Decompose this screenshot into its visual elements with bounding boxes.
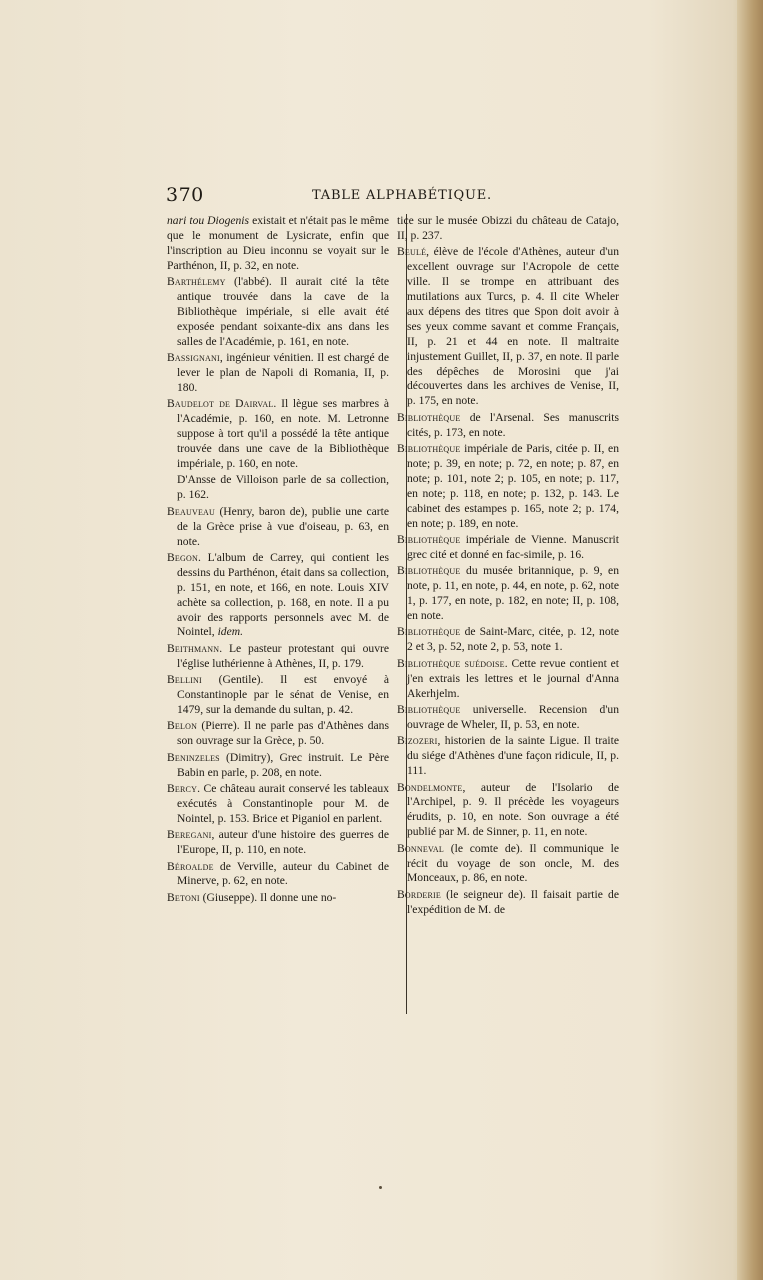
entry-text: . L'album de Carrey, qui contient les dessins du Parthénon, était dans sa collection, p. 151, en note, et 166, en note. Louis XIV achète sa collection, p. 168, en note. Il a pu avoir des rapports personnels avec M. de Nointel, (177, 550, 389, 639)
entry-text: impériale de Vienne. Manuscrit grec cité et donné en fac-simile, p. 16. (407, 533, 619, 561)
index-entry (167, 275, 389, 350)
index-entry (167, 505, 389, 550)
entry-text: , auteur de l'Isolario de l'Archipel, p. 9. Il précède les voyageurs érudits, p. 10, en note. Son ouvrage a été publié par M. de Sinner, p. 11, en note. (407, 780, 619, 839)
entry-headword: Bonneval (397, 841, 444, 855)
index-entry (167, 642, 389, 672)
entry-headword: Beninzeles (167, 750, 220, 764)
index-entry (397, 657, 619, 702)
entry-headword: Béroalde (167, 859, 214, 873)
entry-text: (Pierre). Il ne parle pas d'Athènes dans son ouvrage sur la Grèce, p. 50. (177, 719, 389, 748)
entry-text: , élève de l'école d'Athènes, auteur d'un excellent ouvrage sur l'Acropole de cette ville. Il se trompe en attribuant des mutilations aux Turcs, p. 4. Il cite Wheler aux dépens des titres que Spon doit avoir à ses yeux comme savant et comme Français, II, p. 21 et 44 en note. Il maltraite injustement Guillet, II, p. 37, en note. Il parle des dépêches de Morosini que j'ai découvertes dans les archives de Venise, II, p. 175, en note. (407, 245, 619, 408)
entry-tail: idem. (217, 625, 244, 639)
index-entry (397, 245, 619, 409)
index-entry (167, 397, 389, 472)
index-entry (397, 734, 619, 779)
index-entry (397, 442, 619, 531)
entry-text: , ingénieur vénitien. Il est chargé de lever le plan de Napoli di Romania, II, p. 180. (177, 351, 389, 394)
entry-text: . Cette revue contient et j'en extrais les lettres et le journal d'Anna Akerhjelm. (407, 656, 619, 700)
entry-text: tice sur le musée Obizzi du château de Catajo, II, p. 237. (397, 214, 619, 242)
entry-text: . Il lègue ses marbres à l'Académie, p. 160, en note. M. Letronne suppose à tort qu'il a possédé la tête antique trouvée dans une cave de la Bibliothèque impériale, p. 160, en note. (177, 397, 389, 470)
entry-text: de Verville, auteur du Cabinet de Minerve, p. 62, en note. (177, 859, 389, 888)
index-entry (167, 891, 389, 906)
index-entry (167, 782, 389, 827)
page-number: 370 (166, 184, 204, 206)
entry-headword: Beithmann (167, 641, 220, 655)
index-entry (167, 473, 389, 503)
index-entry (397, 214, 619, 244)
page-edge (737, 0, 763, 1280)
index-entry (167, 719, 389, 749)
index-entry (397, 842, 619, 887)
entry-headword: Betoni (167, 890, 200, 904)
entry-headword: Beauveau (167, 504, 215, 518)
entry-lead: nari tou Diogenis (167, 214, 250, 227)
index-entry (397, 781, 619, 841)
entry-headword: Beregani (167, 828, 212, 842)
index-entry (167, 860, 389, 890)
entry-text: . Le pasteur protestant qui ouvre l'église luthérienne à Athènes, II, p. 179. (177, 641, 389, 670)
entry-headword: Bibliothèque (397, 533, 461, 547)
index-entry (167, 751, 389, 781)
index-entry (397, 533, 619, 563)
entry-text: (Gentile). Il est envoyé à Constantinople par le sénat de Venise, en 1479, sur la demande du sultan, p. 42. (177, 673, 389, 716)
entry-headword: Bondelmonte (397, 780, 463, 794)
page-header (166, 184, 621, 208)
entry-text: , historien de la sainte Ligue. Il traite du siége d'Athènes d'une façon ridicule, II, p. 111. (407, 734, 619, 778)
running-title: TABLE ALPHABÉTIQUE. (312, 188, 492, 203)
entry-headword: Belon (167, 719, 198, 733)
ink-speck (379, 1186, 382, 1189)
entry-text: impériale de Paris, citée p. II, en note; p. 39, en note; p. 72, en note; p. 87, en note; p. 101, note 2; p. 105, en note; p. 117, en note; p. 118, en note; p. 132, p. 143. Le cabinet des estampes p. 165, note 2; p. 174, en note; p. 189, en note. (407, 442, 619, 530)
entry-headword: Borderie (397, 887, 441, 901)
entry-headword: Bibliothèque suédoise (397, 656, 505, 670)
entry-headword: Bellini (167, 673, 202, 687)
index-entry (397, 625, 619, 655)
right-column (397, 214, 619, 919)
index-entry (397, 564, 619, 624)
entry-text: universelle. Recension d'un ouvrage de Wheler, II, p. 53, en note. (407, 703, 619, 731)
entry-headword: Baudelot de Dairval (167, 397, 274, 411)
entry-headword: Bibliothèque (397, 703, 461, 716)
entry-text: de l'Arsenal. Ses manuscrits cités, p. 173, en note. (407, 410, 619, 439)
entry-headword: Bassignani (167, 351, 220, 365)
entry-headword: Bibliothèque (397, 442, 461, 456)
entry-headword: Bibliothèque (397, 564, 461, 578)
index-entry (167, 214, 389, 274)
entry-text: (Henry, baron de), publie une carte de la Grèce prise à vue d'oiseau, p. 63, en note. (177, 504, 389, 548)
left-column (167, 214, 389, 907)
index-entry (397, 888, 619, 918)
entry-text: D'Ansse de Villoison parle de sa collection, p. 162. (177, 473, 389, 502)
entry-text: , auteur d'une histoire des guerres de l'Europe, II, p. 110, en note. (177, 828, 389, 857)
index-entry (397, 411, 619, 441)
entry-text: (le seigneur de). Il faisait partie de l'expédition de M. de (407, 887, 619, 916)
entry-text: (le comte de). Il communique le récit du voyage de son oncle, M. des Monceaux, p. 86, en note. (407, 841, 619, 885)
entry-headword: Bizozeri (397, 734, 438, 748)
entry-headword: Barthélemy (167, 275, 226, 289)
entry-text: (l'abbé). Il aurait cité la tête antique trouvée dans la cave de la Bibliothèque impériale, si elle avait été exposée pendant soixante-dix ans dans les salles de l'Académie, p. 161, en note. (177, 275, 389, 348)
entry-headword: Bibliothèque (397, 410, 461, 424)
index-entry (167, 351, 389, 396)
entry-text: de Saint-Marc, citée, p. 12, note 2 et 3, p. 52, note 2, p. 53, note 1. (407, 625, 619, 654)
entry-headword: Begon (167, 550, 198, 564)
entry-headword: Beulé (397, 245, 427, 259)
entry-text: existait et n'était pas le même que le monument de Lysicrate, enfin que l'inscription au Dieu inconnu se voyait sur le Parthénon, II, p. 32, en note. (167, 214, 389, 272)
index-entry (167, 673, 389, 718)
entry-text: du musée britannique, p. 9, en note, p. 11, en note, p. 44, en note, p. 62, note 1, p. 177, en note, p. 182, en note; II, p. 108, en note. (407, 564, 619, 623)
entry-text: (Dimitry), Grec instruit. Le Père Babin en parle, p. 208, en note. (177, 750, 389, 779)
index-entry (397, 703, 619, 733)
entry-headword: Bibliothèque (397, 625, 461, 639)
entry-text: (Giuseppe). Il donne une no- (199, 890, 337, 904)
index-entry (167, 551, 389, 640)
index-entry (167, 828, 389, 858)
entry-text: . Ce château aurait conservé les tableaux exécutés à Constantinople pour M. de Nointel, p. 153. Brice et Piganiol en parlent. (177, 782, 389, 825)
entry-headword: Bercy (167, 782, 198, 796)
